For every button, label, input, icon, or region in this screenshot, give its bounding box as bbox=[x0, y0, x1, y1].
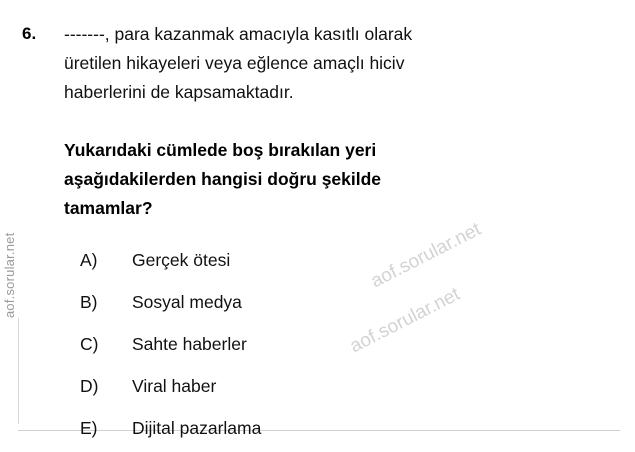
question-prompt-line-3: tamamlar? bbox=[64, 198, 153, 218]
choice-text: Sosyal medya bbox=[132, 292, 242, 312]
question-prompt-line-1: Yukarıdaki cümlede boş bırakılan yeri bbox=[64, 140, 377, 160]
diagonal-watermark-2: aof.sorular.net bbox=[346, 283, 464, 358]
question-stem-line-2: üretilen hikayeleri veya eğlence amaçlı hiciv bbox=[64, 53, 405, 73]
choice-letter: B) bbox=[80, 292, 98, 312]
question-stem-line-3: haberlerini de kapsamaktadır. bbox=[64, 82, 294, 102]
question-prompt bbox=[64, 136, 616, 223]
question-stem bbox=[64, 20, 616, 107]
choice-letter: A) bbox=[80, 250, 98, 270]
question-prompt-line-2: aşağıdakilerden hangisi doğru şekilde bbox=[64, 169, 382, 189]
question-stem-line-1: -------, para kazanmak amacıyla kasıtlı olarak bbox=[64, 24, 413, 44]
choice-option-c[interactable] bbox=[66, 326, 566, 368]
vertical-watermark-text: aof.sorular.net bbox=[2, 232, 17, 318]
choice-text: Gerçek ötesi bbox=[132, 250, 231, 270]
diagonal-watermark-1: aof.sorular.net bbox=[367, 218, 485, 293]
choice-text: Dijital pazarlama bbox=[132, 418, 262, 438]
choice-letter: C) bbox=[80, 334, 99, 354]
choice-option-a[interactable] bbox=[66, 242, 566, 284]
choice-letter: D) bbox=[80, 376, 99, 396]
choice-letter: E) bbox=[80, 418, 98, 438]
choice-option-d[interactable] bbox=[66, 368, 566, 410]
left-divider bbox=[18, 318, 19, 424]
choice-option-e[interactable] bbox=[66, 410, 566, 452]
choice-option-b[interactable] bbox=[66, 284, 566, 326]
choice-text: Viral haber bbox=[132, 376, 217, 396]
question-number: 6. bbox=[22, 24, 37, 43]
choice-list bbox=[66, 242, 566, 452]
choice-text: Sahte haberler bbox=[132, 334, 247, 354]
